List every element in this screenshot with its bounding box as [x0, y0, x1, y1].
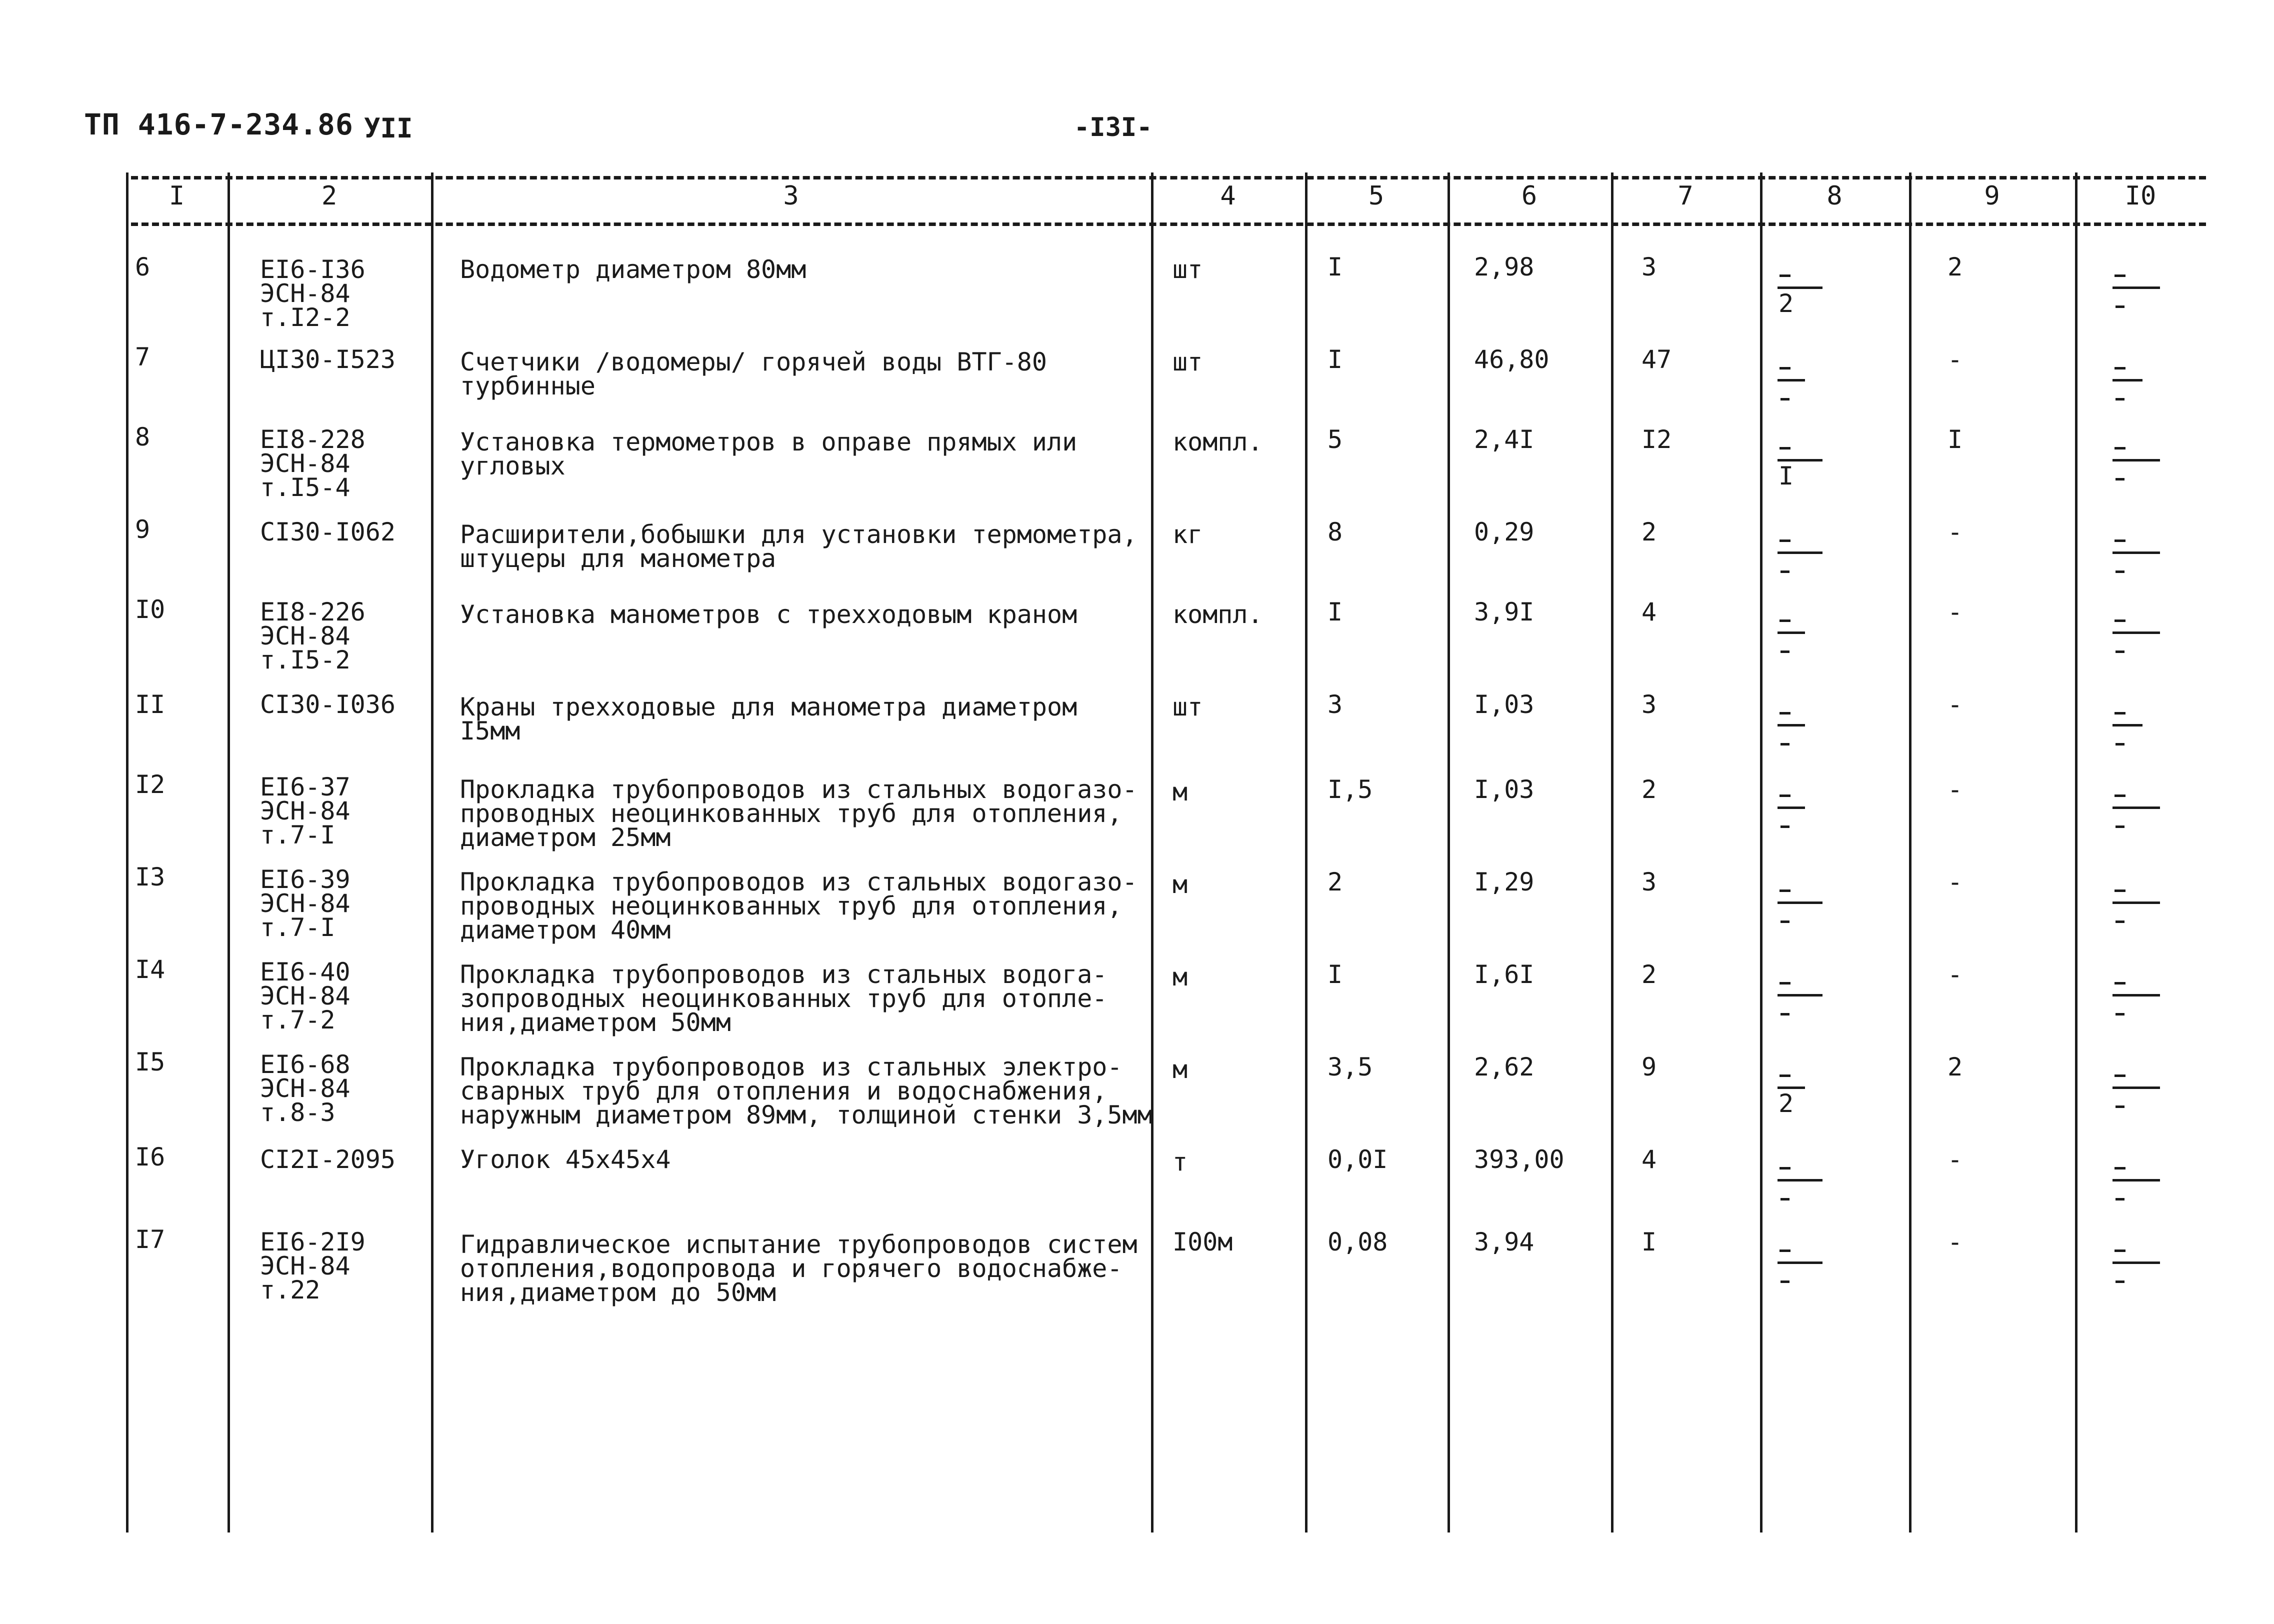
header-top-rule: [131, 176, 2206, 180]
column-divider: [1760, 172, 1762, 1532]
column-header: 6: [1521, 181, 1538, 211]
row-number: I4: [135, 955, 166, 984]
rate-code-line: CI30-I062: [260, 518, 396, 546]
col8-fraction: [1778, 1058, 1832, 1118]
description-line: Гидравлическое испытание трубопроводов систем: [460, 1230, 1138, 1259]
col8-fraction: [1778, 695, 1832, 750]
rate-code: [260, 690, 396, 719]
rate-code-line: CI2I-2095: [260, 1145, 396, 1174]
rate-code-line: EI6-I36: [260, 255, 366, 284]
page-number: -I3I-: [1074, 112, 1152, 142]
description-line: Прокладка трубопроводов из стальных водогазо-: [460, 868, 1138, 896]
rate-code: [260, 600, 366, 672]
col9-value: -: [1948, 1145, 1963, 1174]
rate-code-line: ЭСН-84: [260, 279, 350, 308]
total-cost: I2: [1642, 425, 1672, 454]
work-description: [460, 870, 1138, 942]
rate-code-line: ЭСН-84: [260, 982, 350, 1010]
description-line: зопроводных неоцинкованных труб для отопле-: [460, 984, 1108, 1013]
unit-price: I,29: [1474, 868, 1534, 896]
quantity: 2: [1328, 868, 1343, 896]
row-number: I0: [135, 595, 166, 624]
rate-code-line: ЭСН-84: [260, 796, 350, 826]
col10-fraction: [2112, 430, 2168, 485]
total-cost: I: [1642, 1228, 1657, 1256]
work-description: [460, 960, 1108, 1037]
column-header: 3: [783, 181, 799, 211]
row-number: I2: [135, 770, 166, 799]
unit: м: [1172, 870, 1188, 899]
quantity: 0,08: [1328, 1228, 1388, 1256]
header-bottom-rule: [131, 222, 2206, 226]
unit: м: [1172, 778, 1188, 806]
row-number: I7: [135, 1225, 166, 1254]
rate-code-line: т.7-I: [260, 913, 336, 942]
total-cost: 3: [1642, 690, 1657, 719]
column-divider: [1448, 172, 1450, 1532]
rate-code-line: ЭСН-84: [260, 622, 350, 650]
description-line: наружным диаметром 89мм, толщиной стенки 3,5мм: [460, 1100, 1152, 1130]
description-line: ния,диаметром до 50мм: [460, 1278, 776, 1307]
work-description: [460, 1052, 1152, 1130]
col8-fraction: [1778, 965, 1832, 1020]
description-line: Установка термометров в оправе прямых или: [460, 428, 1078, 456]
col8-fraction: [1778, 1232, 1832, 1288]
description-line: Установка манометров с трехходовым краном: [460, 600, 1078, 629]
col8-fraction: [1778, 872, 1832, 928]
rate-code: [260, 255, 366, 332]
unit-price: I,03: [1474, 775, 1534, 804]
rate-code: [260, 865, 350, 942]
rate-code-line: ЭСН-84: [260, 449, 350, 478]
col10-fraction: [2112, 350, 2168, 405]
description-line: Краны трехходовые для манометра диаметром: [460, 692, 1078, 722]
rate-code: [260, 425, 366, 502]
work-description: [460, 520, 1138, 573]
total-cost: 4: [1642, 598, 1657, 626]
total-cost: 2: [1642, 518, 1657, 546]
work-description: [460, 692, 1078, 746]
description-line: диаметром 40мм: [460, 916, 671, 944]
column-divider: [1305, 172, 1308, 1532]
total-cost: 47: [1642, 345, 1672, 374]
work-description: [460, 775, 1138, 852]
rate-code-line: EI6-68: [260, 1050, 350, 1079]
col9-value: -: [1948, 598, 1963, 626]
section-label: УII: [364, 112, 413, 144]
quantity: I: [1328, 960, 1343, 989]
rate-code-line: ЦI30-I523: [260, 345, 396, 374]
col10-fraction: [2112, 1150, 2168, 1205]
unit-price: 2,62: [1474, 1052, 1534, 1082]
row-number: I3: [135, 862, 166, 892]
total-cost: 2: [1642, 775, 1657, 804]
col9-value: 2: [1948, 252, 1963, 282]
quantity: 3: [1328, 690, 1343, 719]
col9-value: -: [1948, 345, 1963, 374]
col10-fraction: [2112, 258, 2168, 312]
col8-fraction: [1778, 350, 1832, 405]
unit: компл.: [1172, 600, 1263, 629]
rate-code-line: т.I5-2: [260, 646, 350, 674]
col10-fraction: [2112, 965, 2168, 1020]
col10-fraction: [2112, 602, 2168, 658]
rate-code: [260, 1050, 350, 1127]
column-header: 9: [1984, 181, 2000, 211]
rate-code: [260, 1230, 366, 1302]
rate-code-line: EI6-39: [260, 865, 350, 894]
col10-fraction: [2112, 1058, 2168, 1112]
col10-fraction: [2112, 778, 2168, 832]
unit: компл.: [1172, 428, 1263, 456]
col8-fraction: [1778, 778, 1832, 832]
unit: I00м: [1172, 1228, 1233, 1256]
col8-value: 2: [1778, 1089, 1794, 1118]
description-line: I5мм: [460, 716, 520, 746]
unit-price: 393,00: [1474, 1145, 1564, 1174]
row-number: I6: [135, 1142, 166, 1172]
row-number: II: [135, 690, 166, 719]
column-header: 4: [1220, 181, 1236, 211]
rate-code-line: ЭСН-84: [260, 1074, 350, 1103]
work-description: [460, 1230, 1138, 1307]
unit-price: 2,4I: [1474, 425, 1534, 454]
col9-value: -: [1948, 775, 1963, 804]
quantity: 5: [1328, 425, 1343, 454]
total-cost: 9: [1642, 1052, 1657, 1082]
rate-code-line: EI8-228: [260, 425, 366, 454]
work-description: [460, 350, 1047, 398]
description-line: турбинные: [460, 372, 596, 400]
rate-code: [260, 960, 350, 1032]
description-line: Уголок 45x45x4: [460, 1145, 671, 1174]
row-number: 6: [135, 252, 150, 282]
quantity: I: [1328, 598, 1343, 626]
column-header: 5: [1368, 181, 1384, 211]
rate-code: [260, 1145, 396, 1174]
rate-code-line: т.I2-2: [260, 303, 350, 332]
work-description: [460, 600, 1078, 629]
column-header: 7: [1678, 181, 1694, 211]
row-number: 9: [135, 515, 150, 544]
col10-fraction: [2112, 872, 2168, 928]
col8-fraction: [1778, 258, 1832, 318]
unit: шт: [1172, 692, 1203, 722]
description-line: проводных неоцинкованных труб для отопления,: [460, 892, 1122, 920]
col9-value: -: [1948, 868, 1963, 896]
total-cost: 2: [1642, 960, 1657, 989]
rate-code-line: EI6-40: [260, 958, 350, 986]
total-cost: 3: [1642, 868, 1657, 896]
description-line: Прокладка трубопроводов из стальных водогазо-: [460, 775, 1138, 804]
rate-code-line: т.8-3: [260, 1098, 336, 1127]
description-line: проводных неоцинкованных труб для отопления,: [460, 799, 1122, 828]
unit: м: [1172, 962, 1188, 992]
row-number: I5: [135, 1048, 166, 1076]
col10-fraction: [2112, 695, 2168, 750]
col10-fraction: [2112, 1232, 2168, 1288]
col9-value: 2: [1948, 1052, 1963, 1082]
column-divider: [1611, 172, 1614, 1532]
col9-value: I: [1948, 425, 1963, 454]
rate-code-line: EI6-37: [260, 772, 350, 802]
description-line: Расширители,бобышки для установки термометра,: [460, 520, 1138, 549]
rate-code-line: т.7-2: [260, 1006, 336, 1034]
description-line: диаметром 25мм: [460, 823, 671, 852]
col9-value: -: [1948, 690, 1963, 719]
column-header: 8: [1826, 181, 1842, 211]
rate-code-line: т.22: [260, 1276, 320, 1304]
row-number: 7: [135, 342, 150, 372]
quantity: 8: [1328, 518, 1343, 546]
unit: м: [1172, 1055, 1188, 1084]
quantity: I,5: [1328, 775, 1373, 804]
col8-value: I: [1778, 462, 1794, 490]
unit-price: 2,98: [1474, 252, 1534, 282]
unit-price: I,6I: [1474, 960, 1534, 989]
rate-code-line: ЭСН-84: [260, 889, 350, 918]
column-header: I: [168, 181, 185, 211]
rate-code-line: т.I5-4: [260, 473, 350, 502]
rate-code-line: ЭСН-84: [260, 1252, 350, 1280]
description-line: штуцеры для манометра: [460, 544, 776, 573]
col9-value: -: [1948, 1228, 1963, 1256]
quantity: 0,0I: [1328, 1145, 1388, 1174]
column-divider: [2075, 172, 2078, 1532]
work-description: [460, 430, 1077, 478]
col9-value: -: [1948, 960, 1963, 989]
column-divider: [431, 172, 434, 1532]
unit: кг: [1172, 520, 1203, 549]
unit-price: I,03: [1474, 690, 1534, 719]
col10-fraction: [2112, 522, 2168, 578]
rate-code: [260, 772, 350, 850]
work-description: [460, 1145, 671, 1174]
rate-code-line: EI8-226: [260, 598, 366, 626]
rate-code: [260, 520, 396, 544]
col8-value: 2: [1778, 289, 1794, 318]
rate-code-line: CI30-I036: [260, 690, 396, 719]
description-line: отопления,водопровода и горячего водоснабже-: [460, 1254, 1122, 1283]
column-header: I0: [2124, 181, 2156, 211]
total-cost: 4: [1642, 1145, 1657, 1174]
description-line: Прокладка трубопроводов из стальных водога-: [460, 960, 1108, 989]
column-header: 2: [321, 181, 338, 211]
description-line: ния,диаметром 50мм: [460, 1008, 731, 1037]
table-border-left: [126, 172, 128, 1532]
description-line: Счетчики /водомеры/ горячей воды ВТГ-80: [460, 348, 1047, 376]
col9-value: -: [1948, 518, 1963, 546]
col8-fraction: [1778, 430, 1832, 490]
unit: т: [1172, 1148, 1188, 1176]
rate-code: [260, 345, 396, 374]
unit: шт: [1172, 348, 1203, 376]
column-divider: [228, 172, 230, 1532]
row-number: 8: [135, 422, 150, 452]
unit-price: 3,9I: [1474, 598, 1534, 626]
description-line: Водометр диаметром 80мм: [460, 255, 806, 284]
unit-price: 46,80: [1474, 345, 1550, 374]
unit-price: 0,29: [1474, 518, 1534, 546]
description-line: угловых: [460, 452, 566, 480]
col8-fraction: [1778, 1150, 1832, 1205]
col8-fraction: [1778, 602, 1832, 658]
rate-code-line: EI6-2I9: [260, 1228, 366, 1256]
description-line: Прокладка трубопроводов из стальных электро-: [460, 1052, 1122, 1082]
doc-code: ТП 416-7-234.86: [84, 108, 354, 142]
unit-price: 3,94: [1474, 1228, 1534, 1256]
col8-fraction: [1778, 522, 1832, 578]
unit: шт: [1172, 255, 1203, 284]
quantity: I: [1328, 252, 1343, 282]
column-divider: [1151, 172, 1154, 1532]
quantity: I: [1328, 345, 1343, 374]
rate-code-line: т.7-I: [260, 820, 336, 850]
quantity: 3,5: [1328, 1052, 1373, 1082]
work-description: [460, 255, 806, 284]
description-line: сварных труб для отопления и водоснабжения,: [460, 1076, 1108, 1106]
column-divider: [1909, 172, 1912, 1532]
total-cost: 3: [1642, 252, 1657, 282]
